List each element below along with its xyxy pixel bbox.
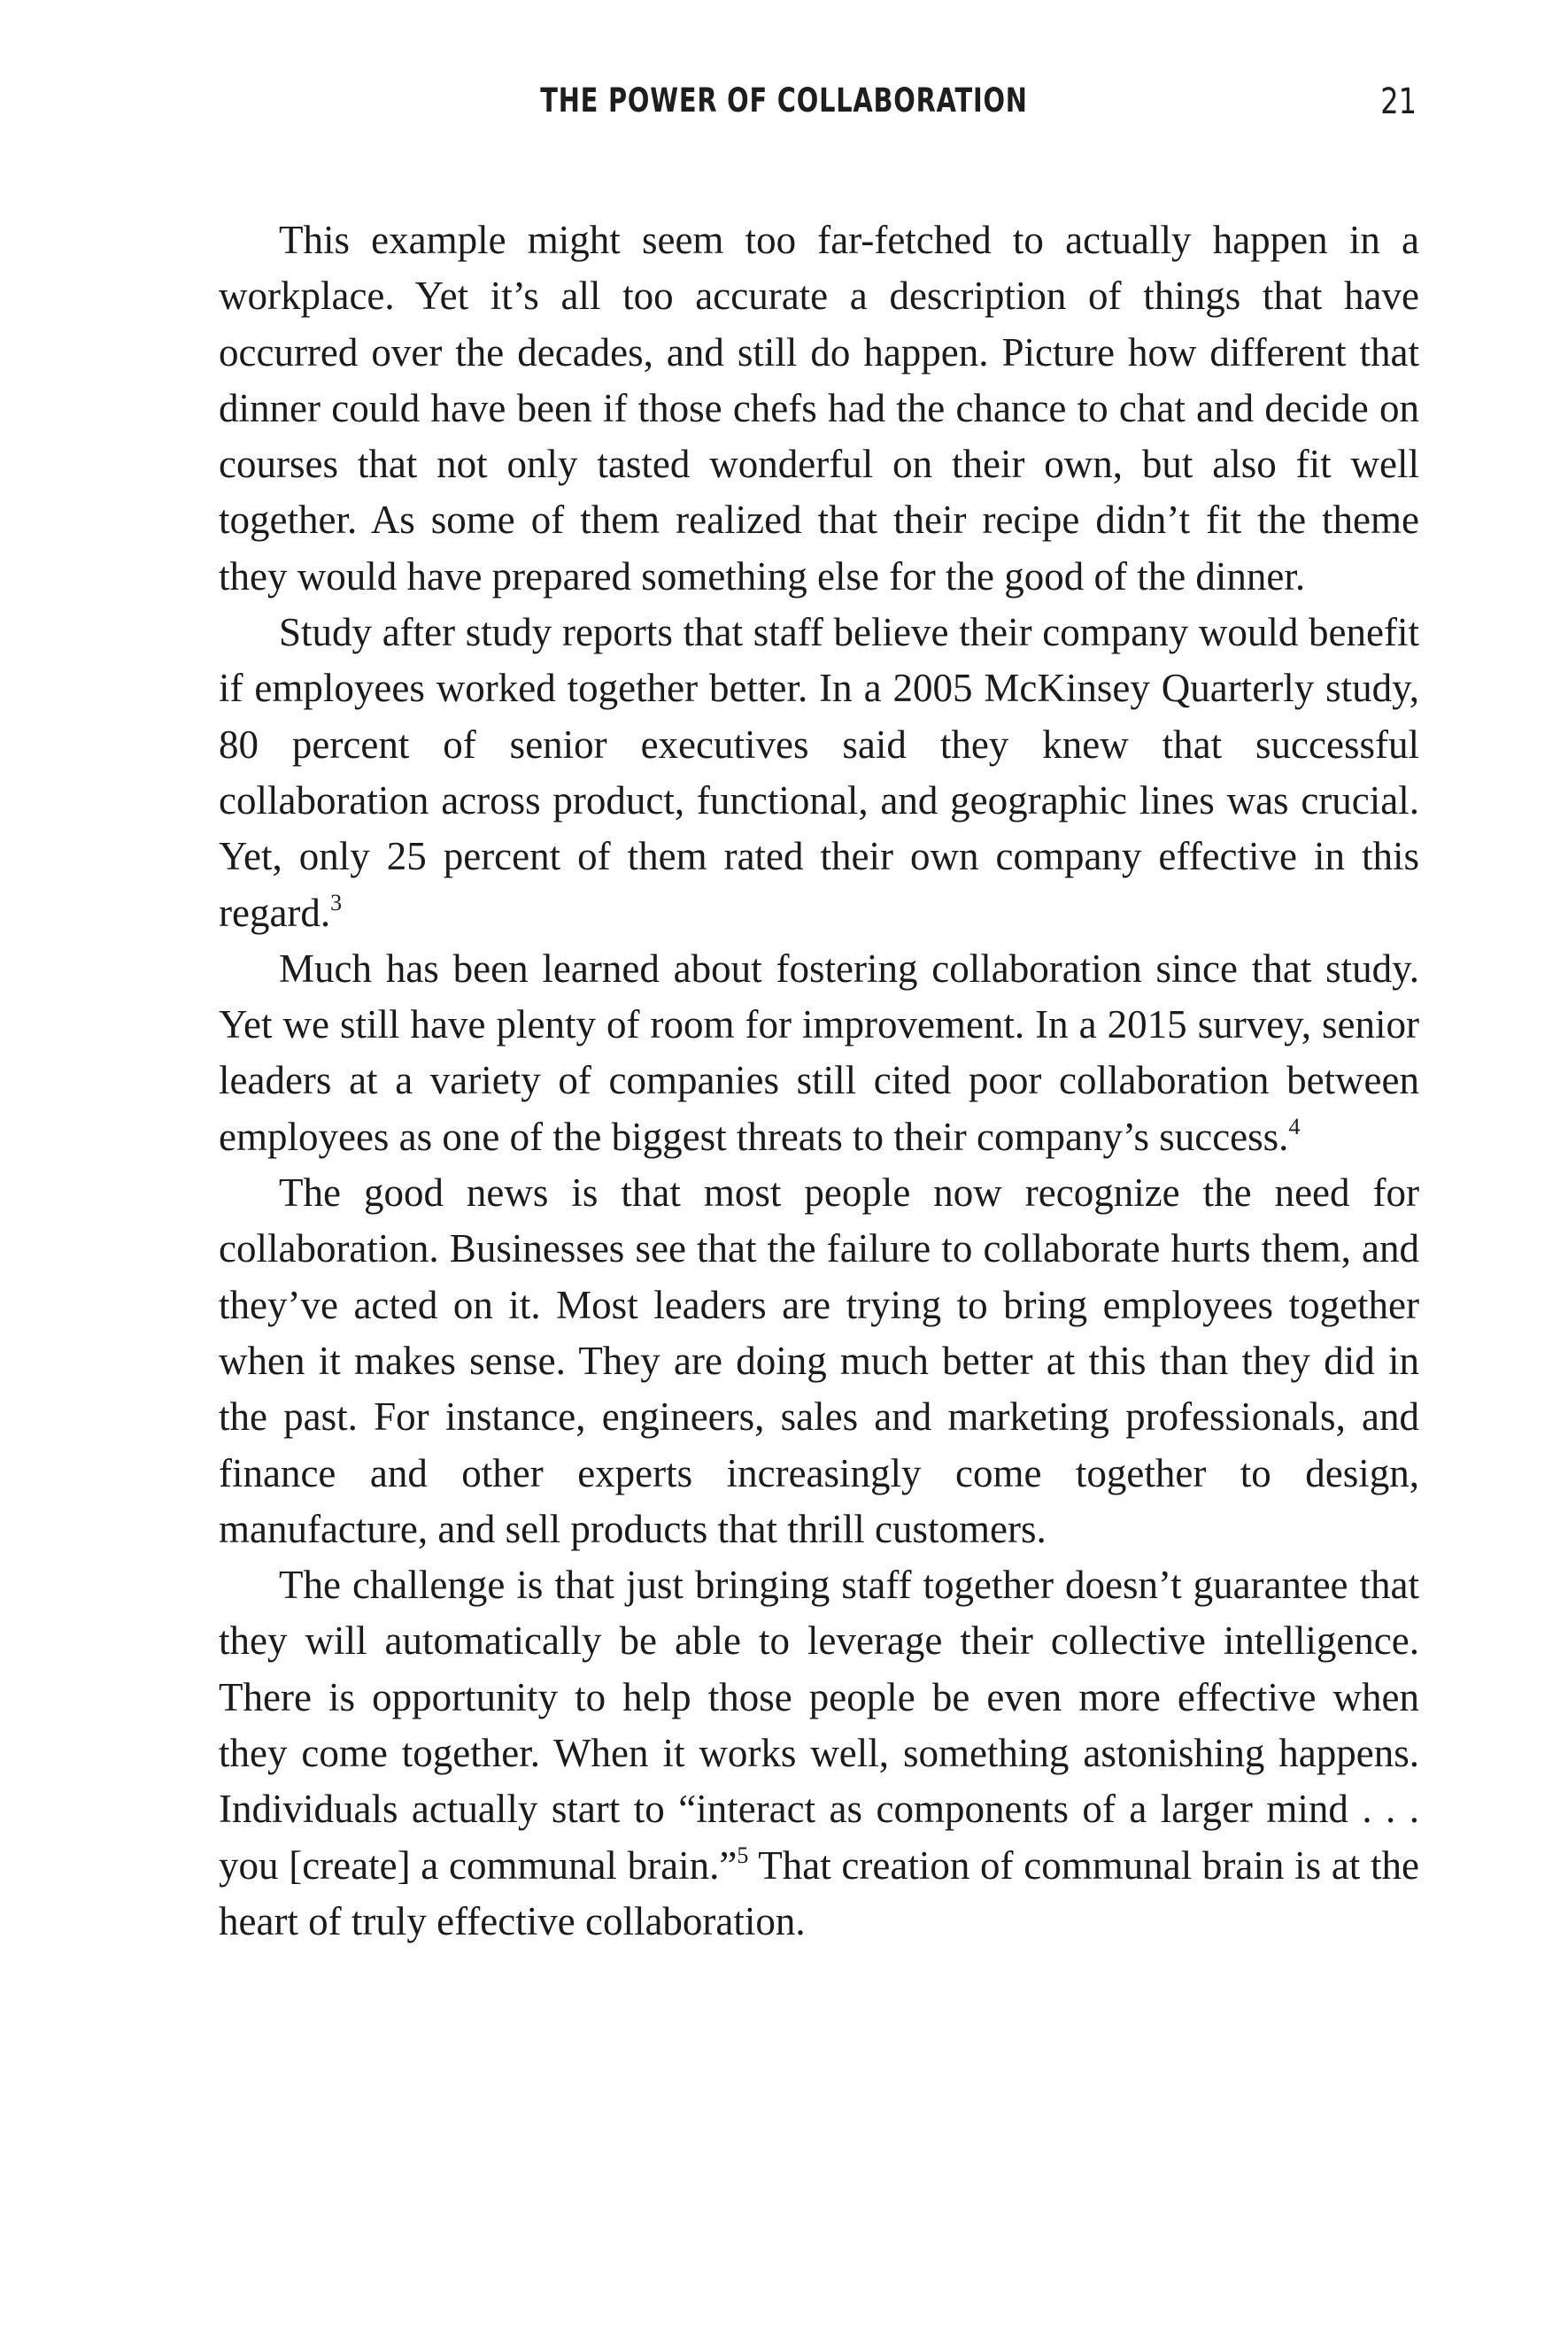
running-title: THE POWER OF COLLABORATION: [540, 81, 1028, 120]
paragraph-5: [219, 1557, 1419, 1950]
paragraph-4: [219, 1165, 1419, 1557]
paragraph-2: [219, 605, 1419, 941]
paragraph-1: [219, 212, 1419, 605]
paragraph-5-text-continued: That creation of communal brain is at the heart of truly effective collaboration.: [219, 1842, 1419, 1943]
paragraph-4-text: The good news is that most people now recognize the need for collaboration. Businesses see that the failure to collaborate hurts them, and they’ve acted on it. Most leaders are trying to bring employees together when it makes sense. They are doing much better at this than they did in the past. For instance, engineers, sales and marketing professionals, and finance and other experts increasingly come together to design, manufacture, and sell products that thrill customers.: [219, 1170, 1419, 1551]
body-text: [219, 212, 1419, 1950]
footnote-ref-4: 4: [1288, 1113, 1301, 1139]
paragraph-5-text: The challenge is that just bringing staff together doesn’t guarantee that they will automatically be able to leverage their collective intelligence. There is opportunity to help those people be even more effective when they come together. When it works well, something astonishing happens. Individuals actually start to “interact as components of a larger mind . . . you [create] a communal brain.”: [219, 1563, 1419, 1888]
paragraph-3: [219, 941, 1419, 1165]
paragraph-1-text: This example might seem too far-fetched to actually happen in a workplace. Yet it’s all too accurate a description of things that have occurred over the decades, and still do happen. Picture how different that dinner could have been if those chefs had the chance to chat and decide on courses that not only tasted wonderful on their own, but also fit well together. As some of them realized that their recipe didn’t fit the theme they would have prepared something else for the good of the dinner.: [219, 218, 1419, 599]
paragraph-2-text: Study after study reports that staff believe their company would benefit if employees worked together better. In a 2005 McKinsey Quarterly study, 80 percent of senior executives said they knew that successful collaboration across product, functional, and geographic lines was crucial. Yet, only 25 percent of them rated their own company effective in this regard.: [219, 610, 1419, 935]
footnote-ref-5: 5: [737, 1842, 749, 1868]
page-number: 21: [1380, 81, 1417, 122]
paragraph-3-text: Much has been learned about fostering collaboration since that study. Yet we still have plenty of room for improvement. In a 2015 survey, senior leaders at a variety of companies still cited poor collaboration between employees as one of the biggest threats to their company’s success.: [219, 946, 1419, 1159]
footnote-ref-3: 3: [330, 889, 343, 915]
running-head: [0, 81, 1568, 135]
